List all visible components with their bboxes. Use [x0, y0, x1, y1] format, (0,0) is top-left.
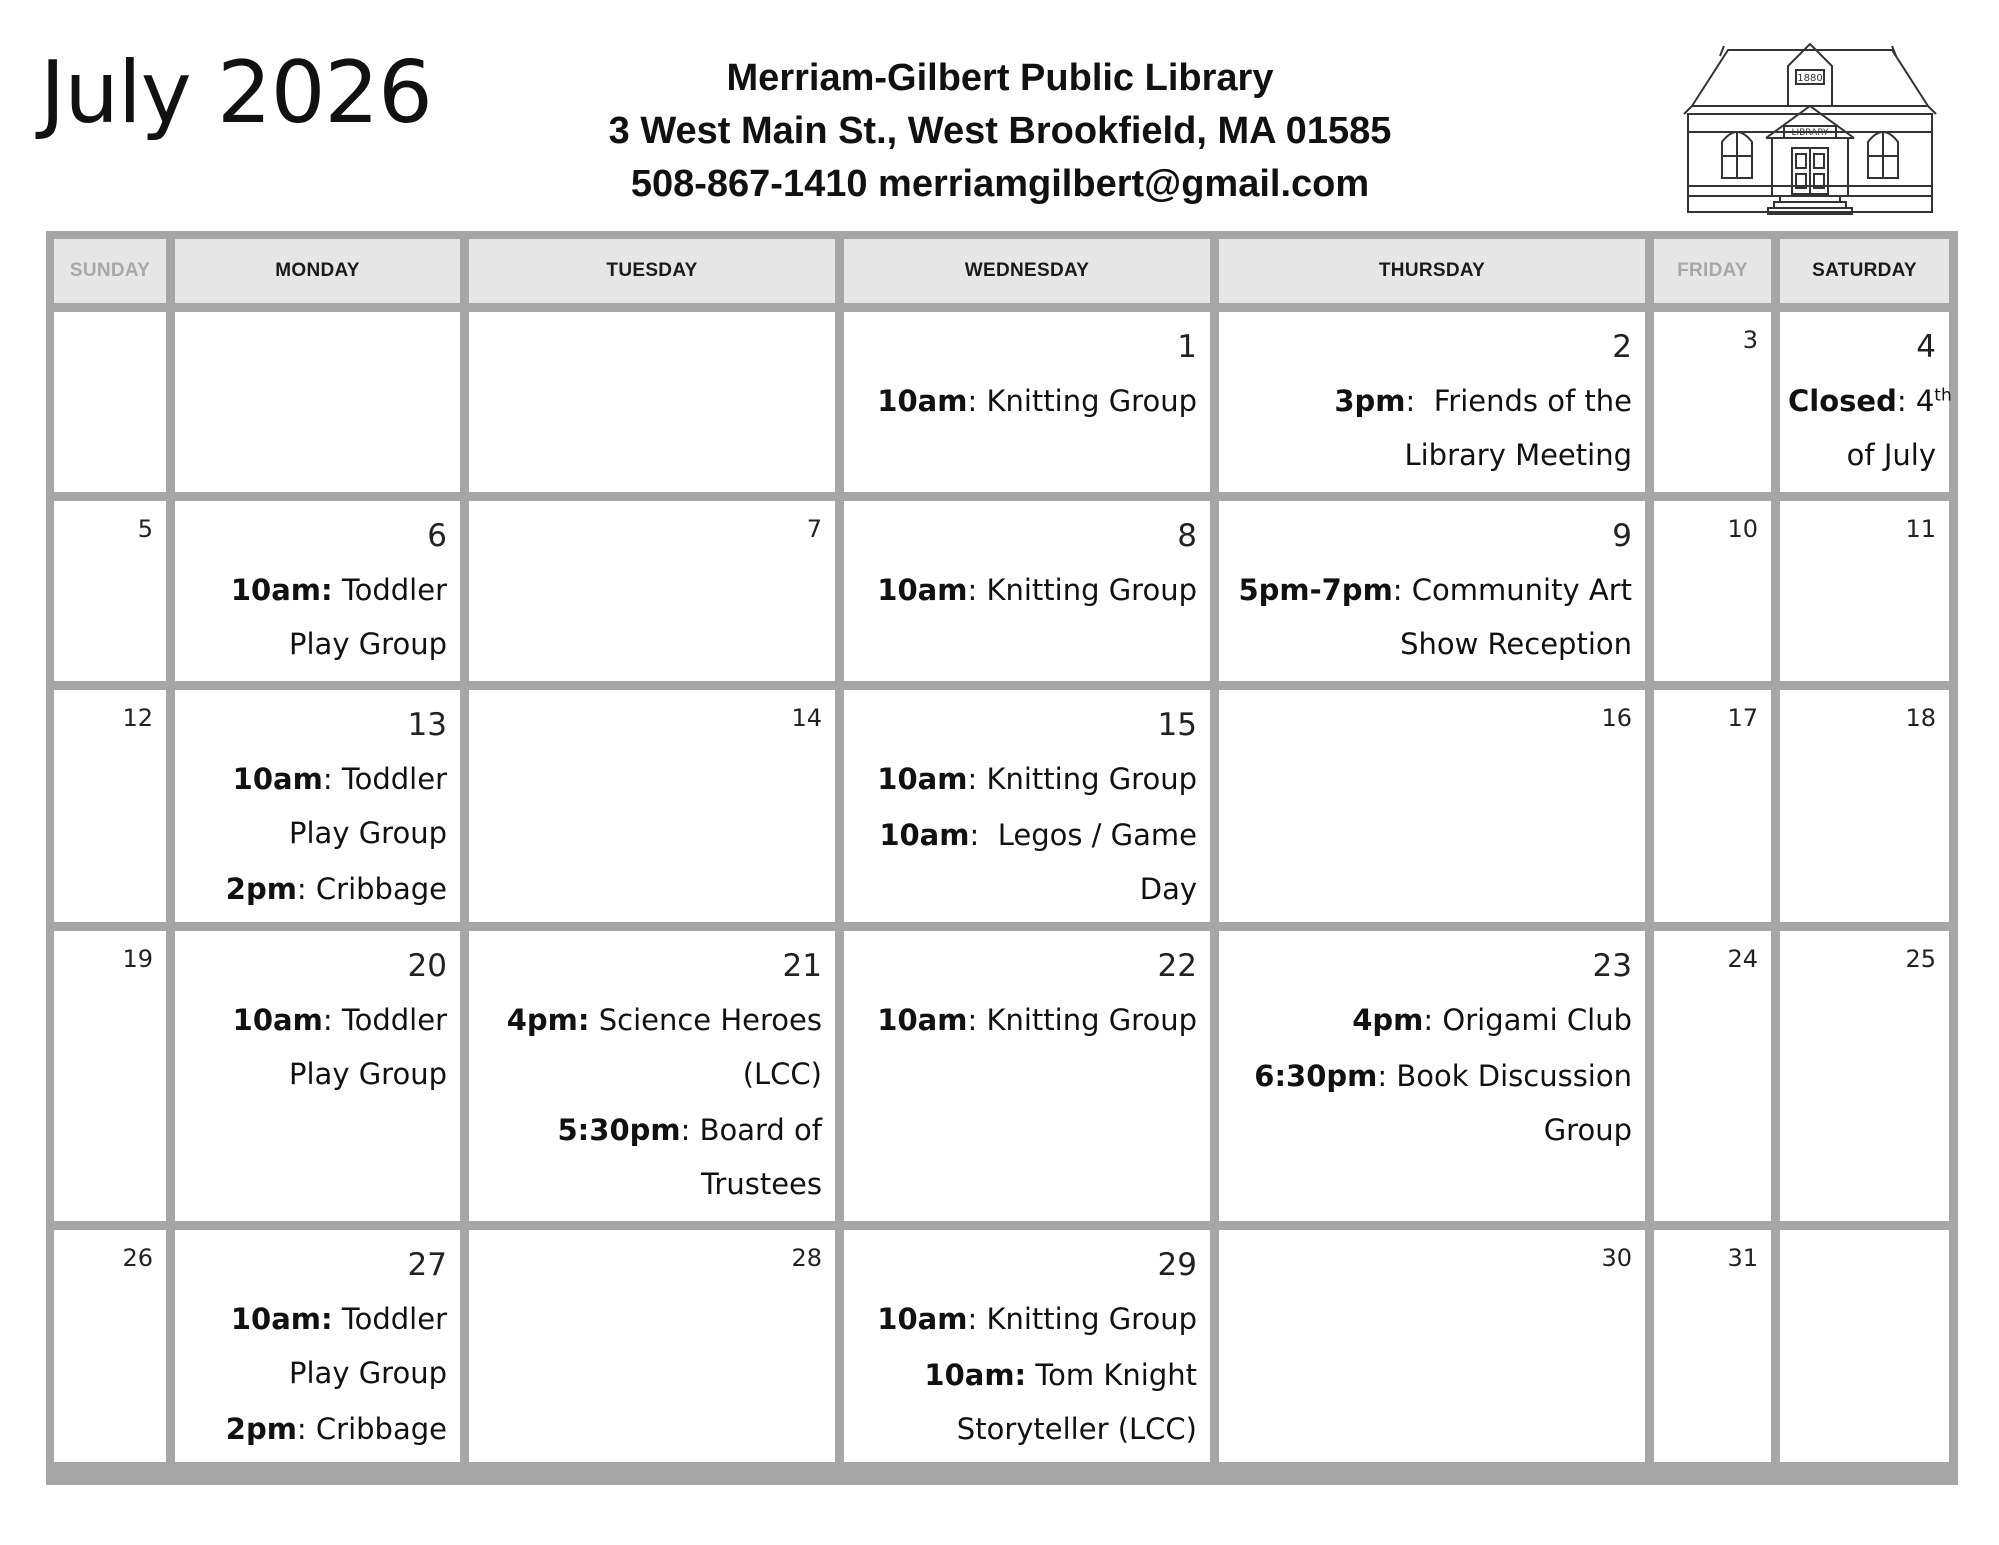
event-entry [852, 1292, 1197, 1346]
day-header-monday: MONDAY [175, 239, 460, 303]
event-title: Board of Trustees [699, 1113, 822, 1201]
day-number: 9 [1612, 518, 1632, 554]
day-number: 30 [1601, 1244, 1632, 1272]
day-cell-18 [1780, 690, 1949, 922]
day-number: 22 [1157, 948, 1197, 984]
library-header [560, 52, 1440, 211]
day-number: 12 [122, 704, 153, 732]
event-title: Knitting Group [986, 573, 1197, 607]
day-number: 23 [1592, 948, 1632, 984]
day-cell-26 [54, 1230, 166, 1462]
event-title: Knitting Group [986, 384, 1197, 418]
event-entry [1227, 374, 1632, 482]
event-entry [1227, 563, 1632, 671]
event-entry [183, 752, 447, 860]
day-cell-22 [844, 931, 1210, 1221]
event-time: 2pm [225, 1412, 297, 1446]
day-cell-6 [175, 501, 460, 681]
event-separator: : [967, 384, 987, 418]
day-cell-29 [844, 1230, 1210, 1462]
day-number: 15 [1157, 707, 1197, 743]
day-number: 18 [1905, 704, 1936, 732]
day-number: 25 [1905, 945, 1936, 973]
event-entry [1788, 374, 1952, 482]
day-header-wednesday: WEDNESDAY [844, 239, 1210, 303]
event-separator: : [1405, 384, 1434, 418]
event-time: 4pm [1352, 1003, 1424, 1037]
day-cell-25 [1780, 931, 1949, 1221]
day-header-saturday: SATURDAY [1780, 239, 1949, 303]
day-number: 27 [407, 1247, 447, 1283]
event-entry [852, 1348, 1197, 1456]
event-separator: : [296, 1412, 316, 1446]
day-cell-2 [1219, 312, 1645, 492]
event-entry [1227, 993, 1632, 1047]
event-time: 10am [232, 1003, 323, 1037]
day-cell-20 [175, 931, 460, 1221]
day-cell-5 [54, 501, 166, 681]
day-cell-24 [1654, 931, 1771, 1221]
event-title-suffix: of July [1837, 438, 1936, 472]
event-time: 10am [877, 1003, 968, 1037]
event-time: 5pm-7pm [1238, 573, 1393, 607]
event-entry [183, 563, 447, 671]
day-cell-21 [469, 931, 835, 1221]
day-cell-16 [1219, 690, 1645, 922]
event-time: 10am [877, 1302, 968, 1336]
day-header-sunday: SUNDAY [54, 239, 166, 303]
event-entry [183, 1292, 447, 1400]
event-separator: : [1392, 573, 1412, 607]
event-title: Cribbage [315, 872, 447, 906]
day-cell-17 [1654, 690, 1771, 922]
day-number: 11 [1905, 515, 1936, 543]
library-address: 3 West Main St., West Brookfield, MA 01585 [608, 110, 1392, 152]
day-cell-23 [1219, 931, 1645, 1221]
day-cell-31 [1654, 1230, 1771, 1462]
event-time: Closed [1788, 384, 1897, 418]
library-building-icon [1680, 36, 1940, 220]
day-cell-14 [469, 690, 835, 922]
day-number: 5 [137, 515, 153, 543]
event-time: 10am [877, 762, 968, 796]
day-cell-7 [469, 501, 835, 681]
day-cell-empty [54, 312, 166, 492]
event-title: Toddler Play Group [289, 1302, 447, 1390]
event-entry [183, 862, 447, 916]
day-number: 16 [1601, 704, 1632, 732]
event-separator: : [967, 1003, 987, 1037]
event-entry [852, 563, 1197, 617]
day-number: 26 [122, 1244, 153, 1272]
event-title: Knitting Group [986, 1003, 1197, 1037]
event-title: 4 [1915, 384, 1935, 418]
event-separator [1026, 1358, 1035, 1392]
day-number: 24 [1727, 945, 1758, 973]
day-cell-10 [1654, 501, 1771, 681]
event-title: Science Heroes (LCC) [598, 1003, 822, 1091]
event-title: Toddler Play Group [289, 762, 447, 850]
day-number: 13 [407, 707, 447, 743]
event-title: Friends of the Library Meeting [1404, 384, 1632, 472]
day-number: 1 [1177, 329, 1197, 365]
event-entry [1227, 1049, 1632, 1157]
day-cell-30 [1219, 1230, 1645, 1462]
month-title: July 2026 [40, 43, 432, 143]
day-number: 17 [1727, 704, 1758, 732]
event-title: Tom Knight Storyteller (LCC) [956, 1358, 1197, 1446]
day-cell-11 [1780, 501, 1949, 681]
event-separator: : [967, 1302, 987, 1336]
event-title: Book Discussion Group [1396, 1059, 1632, 1147]
event-title: Knitting Group [986, 762, 1197, 796]
day-number: 28 [791, 1244, 822, 1272]
svg-text:1880: 1880 [1797, 73, 1823, 84]
day-number: 4 [1916, 329, 1936, 365]
day-number: 14 [791, 704, 822, 732]
event-separator: : [967, 762, 987, 796]
event-title: Knitting Group [986, 1302, 1197, 1336]
day-cell-12 [54, 690, 166, 922]
event-separator: : [322, 762, 342, 796]
day-cell-15 [844, 690, 1210, 922]
event-title: Community Art Show Reception [1400, 573, 1632, 661]
day-number: 2 [1612, 329, 1632, 365]
event-entry [852, 752, 1197, 806]
event-entry [183, 1402, 447, 1456]
event-time: 10am: [230, 1302, 333, 1336]
day-cell-empty [469, 312, 835, 492]
event-time: 10am: [924, 1358, 1027, 1392]
day-number: 8 [1177, 518, 1197, 554]
event-time: 10am [877, 573, 968, 607]
event-title: Origami Club [1442, 1003, 1632, 1037]
event-time: 2pm [225, 872, 297, 906]
day-number: 29 [1157, 1247, 1197, 1283]
event-title: Legos / Game Day [997, 818, 1197, 906]
event-separator: : [969, 818, 998, 852]
day-number: 10 [1727, 515, 1758, 543]
event-title: Cribbage [315, 1412, 447, 1446]
day-cell-13 [175, 690, 460, 922]
day-number: 20 [407, 948, 447, 984]
day-cell-empty [175, 312, 460, 492]
day-header-tuesday: TUESDAY [469, 239, 835, 303]
day-cell-4 [1780, 312, 1952, 492]
library-contact: 508-867-1410 merriamgilbert@gmail.com [630, 163, 1370, 205]
event-time: 10am [879, 818, 970, 852]
event-separator [333, 1302, 342, 1336]
event-entry [852, 808, 1197, 916]
day-number: 3 [1742, 326, 1758, 354]
event-entry [852, 374, 1197, 428]
event-separator: : [1423, 1003, 1443, 1037]
event-separator: : [967, 573, 987, 607]
event-separator: : [322, 1003, 342, 1037]
day-cell-1 [844, 312, 1210, 492]
event-separator [590, 1003, 599, 1037]
day-cell-8 [844, 501, 1210, 681]
day-header-friday: FRIDAY [1654, 239, 1771, 303]
day-number: 19 [122, 945, 153, 973]
day-cell-19 [54, 931, 166, 1221]
day-number: 31 [1727, 1244, 1758, 1272]
event-time: 5:30pm [557, 1113, 681, 1147]
event-time: 3pm [1334, 384, 1406, 418]
day-number: 6 [427, 518, 447, 554]
event-time: 6:30pm [1254, 1059, 1378, 1093]
event-entry [477, 993, 822, 1101]
event-entry [477, 1103, 822, 1211]
day-header-thursday: THURSDAY [1219, 239, 1645, 303]
event-separator: : [296, 872, 316, 906]
event-time: 10am: [230, 573, 333, 607]
day-cell-3 [1654, 312, 1771, 492]
day-cell-27 [175, 1230, 460, 1462]
day-number: 21 [782, 948, 822, 984]
calendar-grid [46, 231, 1958, 1485]
event-title: Toddler Play Group [289, 573, 447, 661]
event-time: 10am [877, 384, 968, 418]
library-name: Merriam-Gilbert Public Library [726, 57, 1274, 99]
event-time: 10am [232, 762, 323, 796]
event-separator: : [1896, 384, 1916, 418]
day-cell-empty [1780, 1230, 1949, 1462]
svg-text:LIBRARY: LIBRARY [1791, 128, 1829, 138]
day-cell-9 [1219, 501, 1645, 681]
event-entry [183, 993, 447, 1101]
event-time: 4pm: [506, 1003, 590, 1037]
event-separator: : [1377, 1059, 1397, 1093]
event-separator [333, 573, 342, 607]
day-number: 7 [806, 515, 822, 543]
event-title: Toddler Play Group [289, 1003, 447, 1091]
event-entry [852, 993, 1197, 1047]
event-superscript: th [1934, 385, 1952, 406]
day-cell-28 [469, 1230, 835, 1462]
event-separator: : [680, 1113, 700, 1147]
